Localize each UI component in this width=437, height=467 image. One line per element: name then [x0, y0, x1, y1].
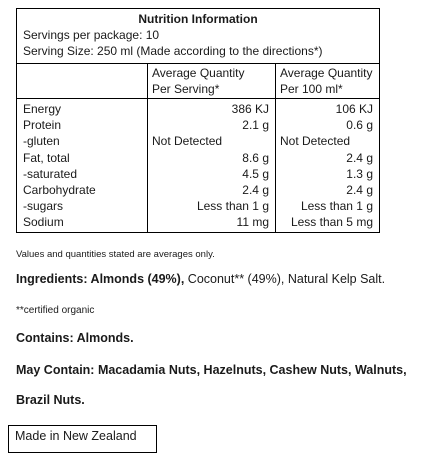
column-header-per-serving: [148, 64, 276, 99]
per-serving-value: 2.1 g: [148, 117, 276, 133]
column-header-per-100ml-line2: Per 100 ml*: [280, 81, 343, 96]
per-100ml-value: 0.6 g: [346, 118, 373, 133]
servings-per-package: Servings per package: 10: [23, 28, 160, 43]
per-serving-value: 2.4 g: [148, 182, 276, 198]
per-100ml-value: Less than 1 g: [300, 199, 373, 214]
column-header-nutrient: [17, 64, 148, 99]
column-header-per-100ml: [276, 64, 380, 99]
ingredients-label: Ingredients: Almonds (49%),: [16, 272, 185, 286]
table-row: [17, 117, 379, 133]
per-100ml-value: 2.4 g: [346, 182, 373, 197]
per-serving-value: 386 KJ: [148, 98, 276, 117]
averages-footnote: Values and quantities stated are averages only.: [16, 249, 215, 260]
per-serving-value: 8.6 g: [148, 150, 276, 166]
table-row: [17, 214, 379, 232]
per-serving-value: 11 mg: [148, 214, 276, 232]
contains-statement: Contains: Almonds.: [16, 331, 134, 345]
per-100ml-value: 2.4 g: [346, 150, 373, 165]
table-row: [17, 198, 379, 214]
panel-header: [17, 9, 379, 64]
nutrient-name: Sodium: [17, 214, 148, 232]
nutrient-name: Carbohydrate: [17, 182, 148, 198]
per-serving-value: 4.5 g: [148, 166, 276, 182]
nutrition-information-panel: [16, 8, 380, 233]
table-row: [17, 166, 379, 182]
nutrition-table: [17, 64, 379, 233]
column-header-row: [17, 64, 379, 99]
ingredients-text: Coconut** (49%), Natural Kelp Salt.: [184, 272, 386, 286]
nutrient-name: Energy: [17, 98, 148, 117]
may-contain-statement-continued: Brazil Nuts.: [16, 393, 85, 407]
table-row: [17, 182, 379, 198]
table-row: [17, 150, 379, 166]
may-contain-statement: May Contain: Macadamia Nuts, Hazelnuts, Cashew Nuts, Walnuts,: [16, 363, 407, 377]
table-row: [17, 133, 379, 149]
ingredients-line: [16, 272, 385, 286]
per-100ml-value: Less than 5 mg: [290, 215, 373, 230]
column-header-per-100ml-line1: Average Quantity: [280, 65, 373, 80]
nutrient-name: -sugars: [17, 198, 148, 214]
per-100ml-value: Not Detected: [280, 134, 351, 149]
serving-size: Serving Size: 250 ml (Made according to the directions*): [23, 44, 323, 59]
nutrient-name: Fat, total: [17, 150, 148, 166]
per-serving-value: Less than 1 g: [148, 198, 276, 214]
certified-organic-note: **certified organic: [16, 305, 95, 316]
nutrient-name: -gluten: [17, 133, 148, 149]
per-100ml-value: 106 KJ: [335, 101, 373, 116]
column-header-per-serving-line2: Per Serving*: [152, 81, 220, 96]
per-100ml-value: 1.3 g: [346, 166, 373, 181]
nutrient-name: Protein: [17, 117, 148, 133]
table-row: [17, 98, 379, 117]
per-serving-value: Not Detected: [148, 133, 276, 149]
origin-box: Made in New Zealand: [8, 425, 157, 453]
column-header-per-serving-line1: Average Quantity: [152, 65, 245, 80]
panel-title: Nutrition Information: [138, 12, 258, 26]
nutrient-name: -saturated: [17, 166, 148, 182]
